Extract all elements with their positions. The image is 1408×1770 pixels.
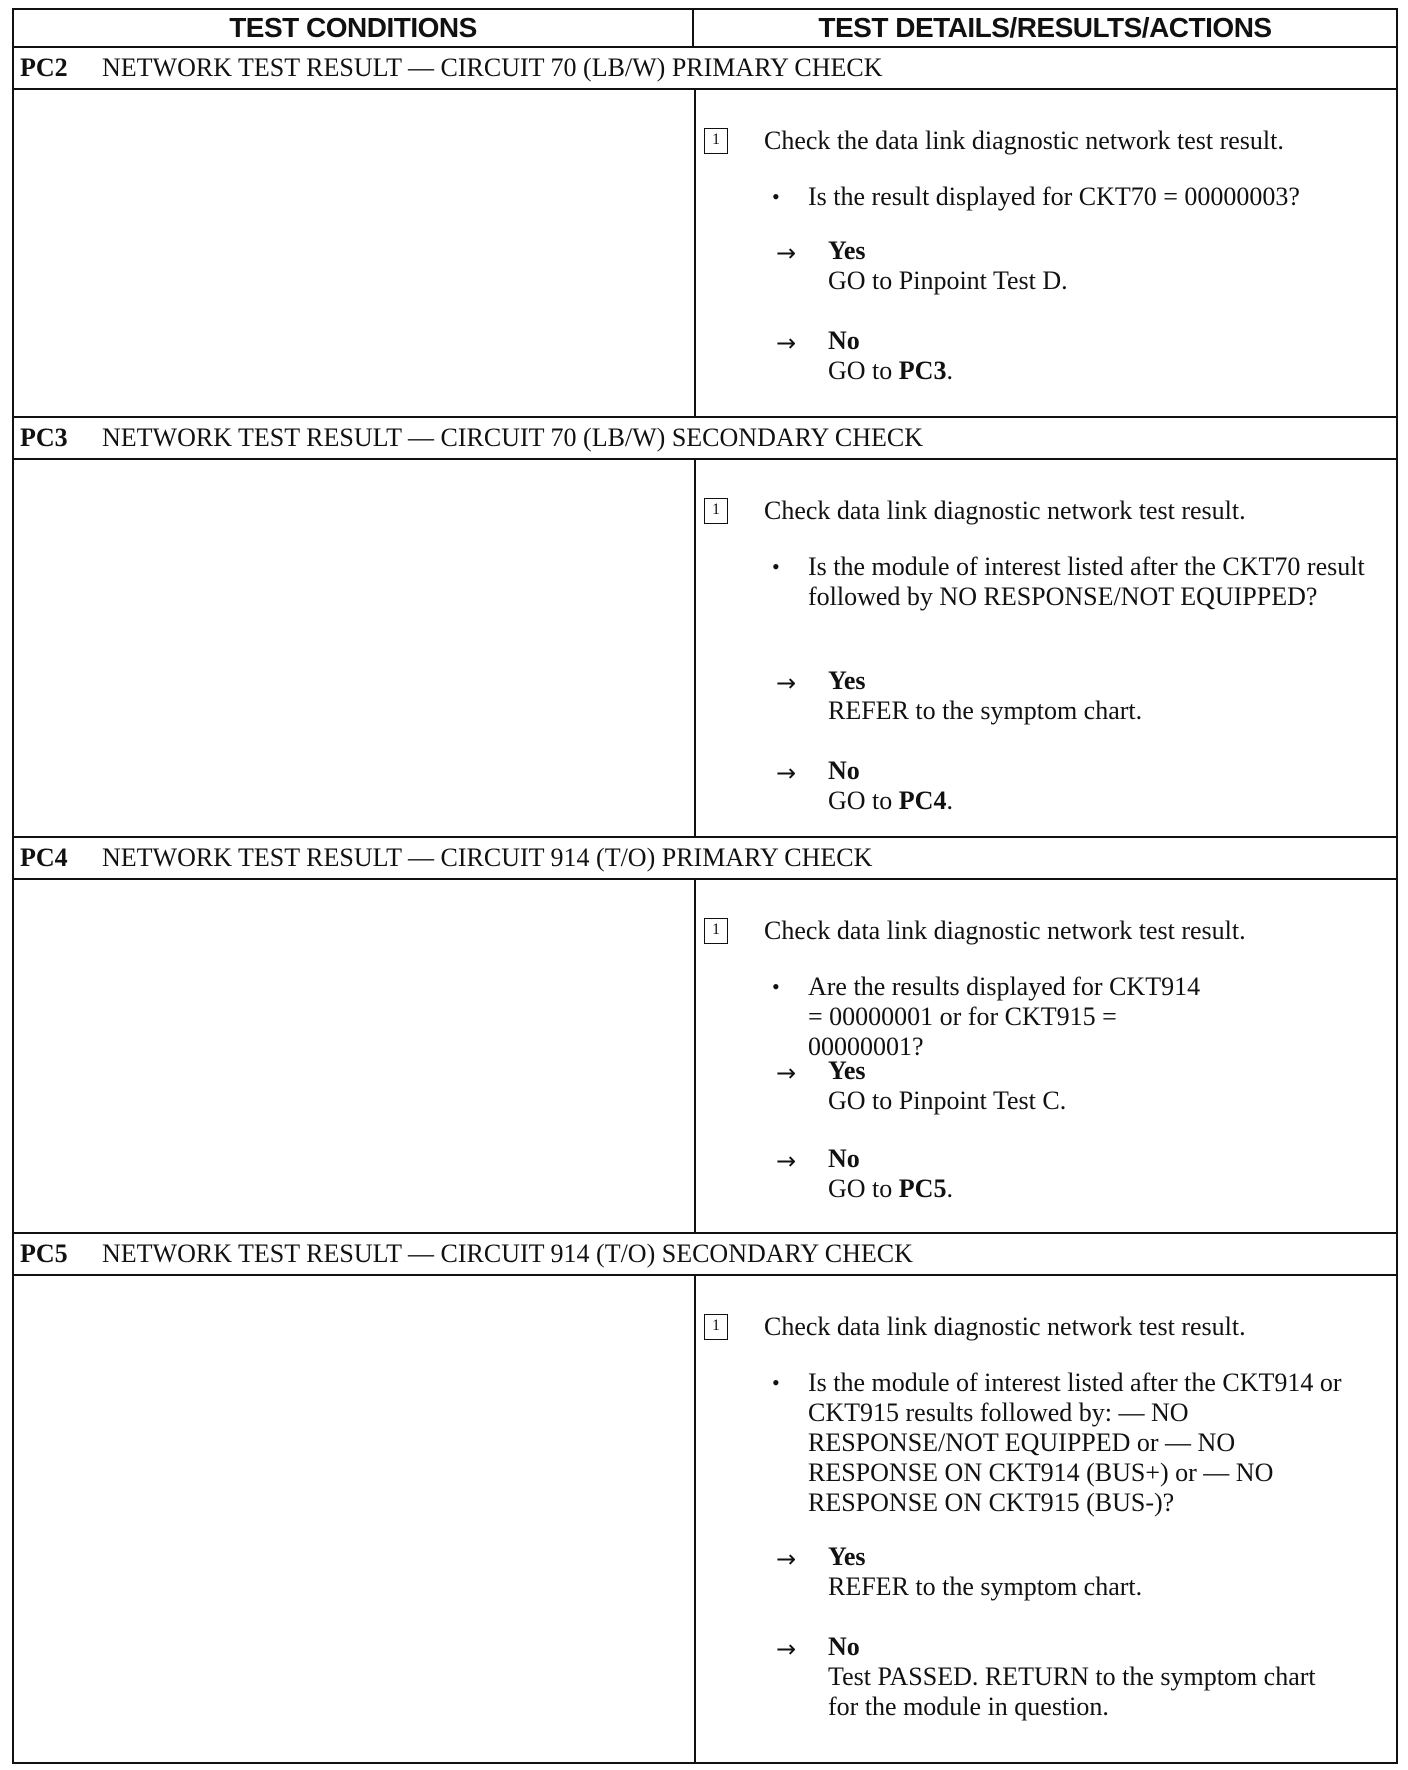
step-text: Check data link diagnostic network test result. — [764, 496, 1246, 525]
arrow-right-icon: → — [776, 329, 797, 357]
section-body-pc4 — [14, 880, 1396, 1232]
section-title-pc4 — [14, 836, 1396, 880]
arrow-right-icon: → — [776, 669, 797, 697]
section-body-pc3 — [14, 460, 1396, 836]
header-test-details: TEST DETAILS/RESULTS/ACTIONS — [694, 10, 1396, 48]
yes-label: Yes — [828, 236, 866, 265]
bullet-icon: • — [772, 974, 780, 999]
section-title-pc5 — [14, 1232, 1396, 1276]
step-number-box: 1 — [704, 1314, 728, 1340]
section-heading: NETWORK TEST RESULT — CIRCUIT 70 (LB/W) SECONDARY CHECK — [102, 423, 923, 452]
no-action-text: GO to — [828, 1174, 899, 1203]
yes-label: Yes — [828, 666, 866, 695]
step-text: Check the data link diagnostic network test result. — [764, 126, 1284, 155]
no-label: No — [828, 756, 860, 785]
no-action-target: PC3 — [898, 356, 947, 385]
step-text: Check data link diagnostic network test result. — [764, 1312, 1246, 1341]
arrow-right-icon: → — [776, 1059, 797, 1087]
step-number-box: 1 — [704, 128, 728, 154]
section-code: PC2 — [20, 53, 68, 82]
section-code: PC4 — [20, 843, 68, 872]
column-divider — [694, 1276, 696, 1762]
arrow-right-icon: → — [776, 1635, 797, 1663]
bullet-icon: • — [772, 184, 780, 209]
arrow-right-icon: → — [776, 759, 797, 787]
yes-action: GO to Pinpoint Test C. — [828, 1086, 1067, 1115]
no-action — [828, 1662, 1346, 1722]
section-heading: NETWORK TEST RESULT — CIRCUIT 914 (T/O) PRIMARY CHECK — [102, 843, 873, 872]
yes-action: GO to Pinpoint Test D. — [828, 266, 1068, 295]
no-label: No — [828, 1144, 860, 1173]
no-action-text: Test PASSED. RETURN to the symptom chart for the module in question. — [828, 1662, 1316, 1721]
yes-action: REFER to the symptom chart. — [828, 1572, 1143, 1601]
no-action-suffix: . — [946, 1174, 953, 1203]
no-action-text: GO to — [828, 786, 899, 815]
header-test-conditions: TEST CONDITIONS — [14, 10, 694, 48]
step-number-box: 1 — [704, 498, 728, 524]
no-action-suffix: . — [946, 786, 953, 815]
section-code: PC3 — [20, 423, 68, 452]
question-text: Are the results displayed for CKT914 = 00000001 or for CKT915 = 00000001? — [808, 972, 1201, 1061]
section-body-pc2 — [14, 90, 1396, 416]
question-text: Is the module of interest listed after the CKT70 result followed by NO RESPONSE/NOT EQUIPPED? — [808, 552, 1365, 611]
section-title-pc2 — [14, 48, 1396, 90]
no-action-target: PC4 — [898, 786, 947, 815]
yes-label: Yes — [828, 1542, 866, 1571]
bullet-icon: • — [772, 554, 780, 579]
section-heading: NETWORK TEST RESULT — CIRCUIT 914 (T/O) SECONDARY CHECK — [102, 1239, 913, 1268]
diagnostic-table — [12, 8, 1398, 1764]
column-divider — [694, 90, 696, 416]
question-text: Is the result displayed for CKT70 = 00000003? — [808, 182, 1300, 211]
column-divider — [694, 880, 696, 1232]
yes-label: Yes — [828, 1056, 866, 1085]
column-divider — [694, 460, 696, 836]
step-text: Check data link diagnostic network test result. — [764, 916, 1246, 945]
section-code: PC5 — [20, 1239, 68, 1268]
question-text: Is the module of interest listed after the CKT914 or CKT915 results followed by: — NO RESPONSE/NOT EQUIPPED or — NO RESPONSE ON CKT914 (BUS+) or — NO RESPONSE ON CKT915 (BUS-)? — [808, 1368, 1342, 1517]
section-body-pc5 — [14, 1276, 1396, 1762]
no-action — [828, 1174, 1386, 1204]
no-action-target: PC5 — [898, 1174, 947, 1203]
bullet-icon: • — [772, 1370, 780, 1395]
section-heading: NETWORK TEST RESULT — CIRCUIT 70 (LB/W) PRIMARY CHECK — [102, 53, 883, 82]
arrow-right-icon: → — [776, 1147, 797, 1175]
no-action — [828, 356, 1386, 386]
arrow-right-icon: → — [776, 1545, 797, 1573]
section-title-pc3 — [14, 416, 1396, 460]
step-number-box: 1 — [704, 918, 728, 944]
no-action-text: GO to — [828, 356, 899, 385]
no-label: No — [828, 1632, 860, 1661]
no-action-suffix: . — [946, 356, 953, 385]
no-label: No — [828, 326, 860, 355]
yes-action: REFER to the symptom chart. — [828, 696, 1143, 725]
no-action — [828, 786, 1386, 816]
arrow-right-icon: → — [776, 239, 797, 267]
